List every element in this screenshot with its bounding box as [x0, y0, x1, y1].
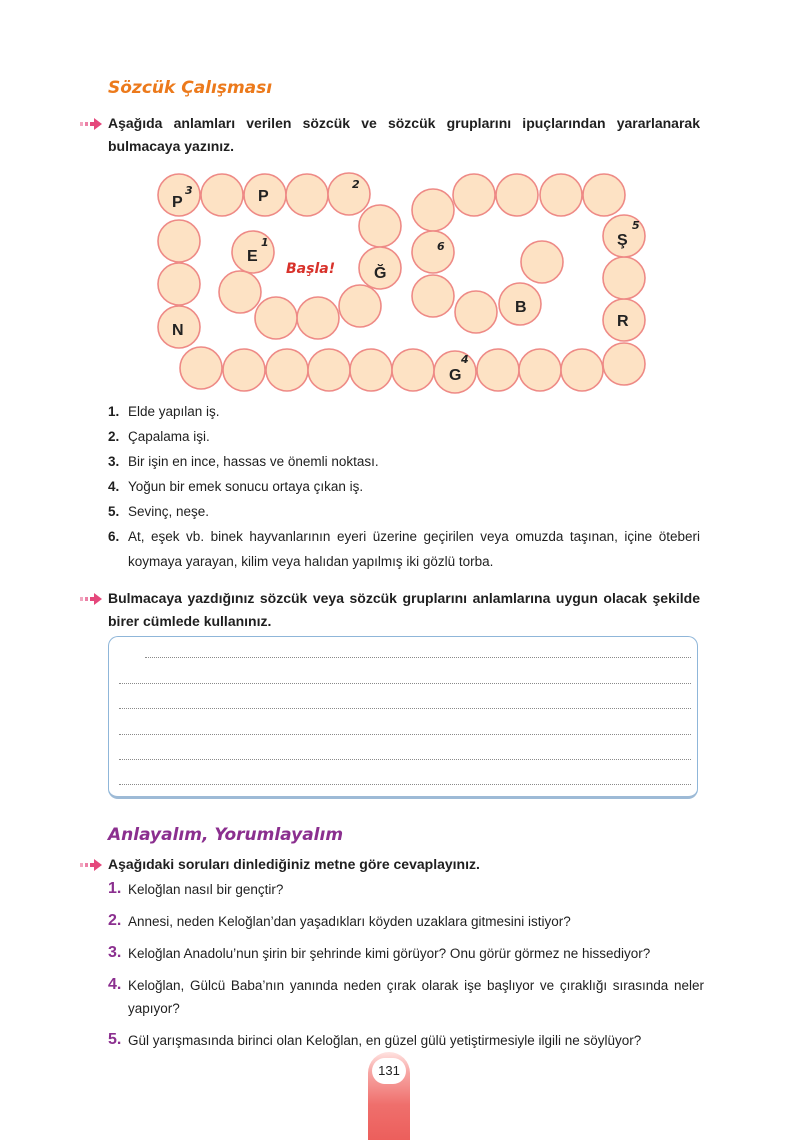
puzzle-cell[interactable] [255, 297, 297, 339]
arrow-bullet-icon [80, 592, 102, 606]
question-text: Keloğlan nasıl bir gençtir? [128, 882, 284, 897]
arrow-bullet-icon [80, 117, 102, 131]
puzzle-cell[interactable] [412, 275, 454, 317]
cell-number-4: 4 [461, 353, 469, 366]
puzzle-cell[interactable] [223, 349, 265, 391]
cell-letter-n: N [172, 322, 184, 339]
puzzle-cell[interactable] [158, 220, 200, 262]
puzzle-cell[interactable] [359, 205, 401, 247]
clue-number: 3. [108, 454, 120, 469]
question-number: 3. [108, 944, 122, 961]
clue-list [108, 399, 700, 574]
question-item [108, 942, 704, 965]
cell-letter-b: B [515, 299, 527, 316]
question-number: 2. [108, 912, 122, 929]
cell-number-6: 6 [437, 240, 445, 253]
question-item [108, 910, 704, 933]
clue-number: 2. [108, 429, 120, 444]
page-number: 131 [372, 1058, 406, 1084]
question-text: Keloğlan, Gülcü Baba’nın yanında neden çırak olarak işe başlıyor ve çıraklığı sırasında neler yapıyor? [128, 978, 704, 1016]
puzzle-cell[interactable] [297, 297, 339, 339]
puzzle-cell[interactable] [328, 173, 370, 215]
question-text: Annesi, neden Keloğlan’dan yaşadıkları köyden uzaklara gitmesini istiyor? [128, 914, 571, 929]
puzzle-cell[interactable] [453, 174, 495, 216]
puzzle-cell[interactable] [583, 174, 625, 216]
puzzle-cell[interactable] [201, 174, 243, 216]
question-number: 1. [108, 880, 122, 897]
clue-text: Bir işin en ince, hassas ve önemli noktası. [128, 454, 379, 469]
clue-item [108, 399, 700, 424]
writing-line[interactable] [119, 759, 691, 760]
puzzle-cell[interactable] [266, 349, 308, 391]
writing-line[interactable] [119, 784, 691, 785]
clue-number: 1. [108, 404, 120, 419]
puzzle-cell[interactable] [496, 174, 538, 216]
puzzle-cell[interactable] [219, 271, 261, 313]
cell-letter-s5: Ş [617, 232, 628, 249]
puzzle-cell[interactable] [350, 349, 392, 391]
clue-text: Çapalama işi. [128, 429, 210, 444]
clue-number: 5. [108, 504, 120, 519]
puzzle-cell[interactable] [339, 285, 381, 327]
cell-number-5: 5 [632, 219, 640, 232]
writing-line[interactable] [145, 657, 691, 658]
clue-number: 4. [108, 479, 120, 494]
clue-number: 6. [108, 529, 120, 544]
writing-line[interactable] [119, 734, 691, 735]
puzzle-cell[interactable] [603, 343, 645, 385]
clue-text: Elde yapılan iş. [128, 404, 220, 419]
puzzle-cell[interactable] [477, 349, 519, 391]
puzzle-cell[interactable] [412, 189, 454, 231]
arrow-bullet-icon [80, 858, 102, 872]
puzzle-cell[interactable] [308, 349, 350, 391]
clue-text: At, eşek vb. binek hayvanlarının eyeri üzerine geçirilen veya omuzda taşınan, içine öteberi koymaya yarayan, kilim veya halıdan yapılmış iki gözlü torba. [128, 529, 700, 569]
question-list [108, 878, 704, 1061]
puzzle-cell[interactable] [455, 291, 497, 333]
puzzle-cell[interactable] [286, 174, 328, 216]
section-title-anlayalim: Anlayalım, Yorumlayalım [108, 825, 344, 845]
question-number: 5. [108, 1031, 122, 1048]
question-number: 4. [108, 976, 122, 993]
puzzle-cell[interactable] [540, 174, 582, 216]
clue-text: Yoğun bir emek sonucu ortaya çıkan iş. [128, 479, 364, 494]
cell-letter-g-soft: Ğ [374, 265, 387, 282]
cell-number-2: 2 [352, 178, 360, 191]
clue-item [108, 499, 700, 524]
puzzle-cell[interactable] [412, 231, 454, 273]
writing-line[interactable] [119, 708, 691, 709]
instruction-questions: Aşağıdaki soruları dinlediğiniz metne göre cevaplayınız. [108, 856, 480, 872]
answer-box[interactable] [108, 636, 698, 799]
puzzle-cell[interactable] [158, 263, 200, 305]
clue-item [108, 474, 700, 499]
cell-letter-e1: E [247, 248, 258, 265]
writing-line[interactable] [119, 683, 691, 684]
puzzle-cell[interactable] [561, 349, 603, 391]
question-text: Keloğlan Anadolu’nun şirin bir şehrinde kimi görüyor? Onu görür görmez ne hissediyor? [128, 946, 651, 961]
clue-text: Sevinç, neşe. [128, 504, 210, 519]
instruction-puzzle: Aşağıda anlamları verilen sözcük ve sözcük gruplarını ipuçlarından yararlanarak bulmacaya yazınız. [108, 115, 700, 154]
clue-item [108, 449, 700, 474]
puzzle-cell[interactable] [180, 347, 222, 389]
clue-item [108, 424, 700, 449]
instruction-sentences: Bulmacaya yazdığınız sözcük veya sözcük gruplarını anlamlarına uygun olacak şekilde birer cümlede kullanınız. [108, 590, 700, 629]
start-label: Başla! [286, 261, 336, 277]
puzzle-cell[interactable] [603, 257, 645, 299]
cell-letter-r: R [617, 313, 629, 330]
cell-number-3: 3 [185, 184, 193, 197]
puzzle-circles [158, 173, 645, 393]
puzzle-cell[interactable] [392, 349, 434, 391]
question-item [108, 1029, 704, 1052]
question-text: Gül yarışmasında birinci olan Keloğlan, en güzel gülü yetiştirmesiyle ilgili ne söylüyor? [128, 1033, 642, 1048]
cell-letter-p3: P [172, 194, 183, 211]
cell-letter-p: P [258, 188, 269, 205]
cell-letter-g4: G [449, 367, 462, 384]
question-item [108, 974, 704, 1020]
clue-item [108, 524, 700, 574]
puzzle-cell[interactable] [519, 349, 561, 391]
question-item [108, 878, 704, 901]
puzzle-cell[interactable] [521, 241, 563, 283]
section-title-sozcuk: Sözcük Çalışması [108, 78, 273, 98]
cell-number-1: 1 [261, 236, 269, 249]
word-puzzle [140, 168, 660, 398]
